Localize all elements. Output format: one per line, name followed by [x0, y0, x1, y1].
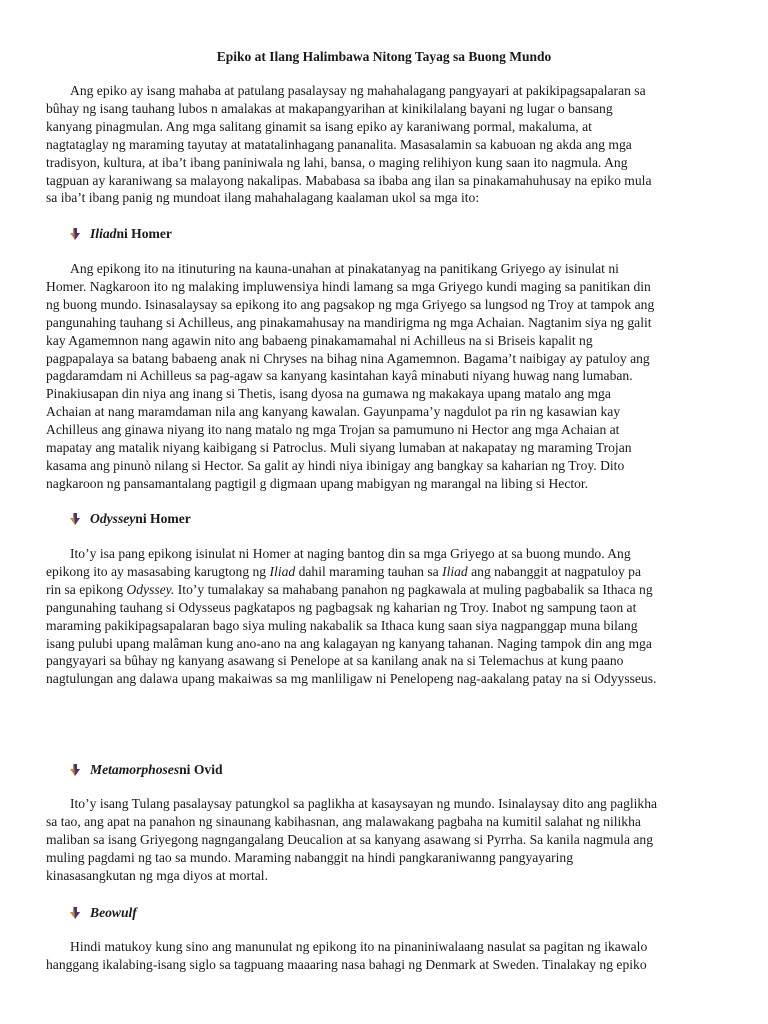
- heading-italic: Iliad: [90, 226, 117, 241]
- text-line: maliban sa isang Griyegong nagngangalang Deucalion at sa kanyang asawang si Pyrrha. Sa kanila nagmula ang: [46, 831, 654, 847]
- text-line: hanggang ikalabing-isang siglo sa tagpuang maaaring nasa bahagi ng Denmark at Sweden. Tinalakay ng epiko: [46, 956, 647, 972]
- text-line: kay Agamemnon nang agawin nito ang babaeng pinakamamahal ni Achilleus na si Briseis kapalit ng: [46, 332, 593, 348]
- text-run: epikong ito ay masasabing karugtong ng: [46, 563, 270, 579]
- italic-title: Odyssey.: [126, 581, 175, 597]
- text-line: tagpuan ay karaniwang sa malayong nakalipas. Mababasa sa ibaba ang ilan sa pinakamahuhusay na epiko mula: [46, 172, 652, 188]
- text-line: kanyang pinagmulan. Ang mga salitang ginamit sa isang epiko ay karaniwang pormal, makaluma, at: [46, 118, 592, 134]
- text-line: Ito’y isang Tulang pasalaysay patungkol sa paglikha at kasaysayan ng mundo. Isinalaysay dito ang paglikha: [70, 796, 658, 811]
- heading-rest: ni Homer: [116, 226, 172, 241]
- text-line: [46, 617, 722, 635]
- text-line: Ang epiko ay isang mahaba at patulang pasalaysay ng mahahalagang pangyayari at pakikipagsapalaran sa: [70, 83, 646, 98]
- arrow-bullet-icon: [70, 906, 80, 920]
- text-line: bûhay ng isang tauhang lubos n amalakas at makapangyarihan at kinikilalang bayani ng lugar o bansang: [46, 100, 613, 116]
- text-line: [46, 545, 722, 563]
- text-line: nagkaroon ng pansamantalang pagtigil g digmaan upang mabigyan ng marangal na libing si Hector.: [46, 475, 589, 491]
- text-line: [46, 670, 722, 688]
- text-run: dahil maraming tauhan sa: [295, 563, 443, 579]
- text-line: [46, 581, 722, 599]
- text-run: isang pulubi upang malâman kung ano-ano na ang kalagayan ng kanyang tahanan. Naging tampok din ang mga: [46, 635, 652, 651]
- text-line: muling pagdami ng tao sa mundo. Maraming nabanggit na hindi pangkaraniwanng pangyayaring: [46, 849, 574, 865]
- text-run: pangunahing tauhang si Odysseus pagkatapos ng pagbagsak ng kaharian ng Troy. Inabot ng sampung taon at: [46, 599, 637, 615]
- text-line: ng buong mundo. Isinasalaysay sa epikong ito ang pagsakop ng mga Griyego sa lungsod ng Troy at tampok ang: [46, 296, 655, 312]
- arrow-bullet-icon: [70, 227, 80, 241]
- section-heading-iliad: [70, 225, 172, 243]
- text-line: Hindi matukoy kung sino ang manunulat ng epikong ito na pinaniniwalaang nasulat sa pagitan ng ikawalo: [70, 939, 648, 954]
- heading-italic: Beowulf: [90, 905, 137, 920]
- italic-title: Iliad: [442, 563, 468, 579]
- text-run: rin sa epikong: [46, 581, 127, 597]
- text-line: sa tao, ang apat na panahon ng sinaunang kabihasnan, ang malawakang pagbaha na kumitil salahat ng nilikha: [46, 813, 641, 829]
- italic-title: Iliad: [269, 563, 296, 579]
- section-heading-odyssey: [70, 510, 191, 528]
- iliad-paragraph: [46, 260, 722, 493]
- metamorphoses-paragraph: [46, 795, 722, 885]
- text-line: kasama ang pinunò nilang si Hector. Sa galit ay hindi niya ibinigay ang bangkay sa kaharian ng Troy. Dito: [46, 457, 625, 473]
- text-line: nagtataglay ng maraming tayutay at matatalinhagang pananalita. Masasalamin sa kabuoan ng akda ang mga: [46, 136, 632, 152]
- text-line: [46, 563, 722, 581]
- text-line: [46, 652, 722, 670]
- text-line: sa iba’t ibang panig ng mundoat ilang mahahalagang kaalaman ukol sa mga ito:: [46, 190, 480, 206]
- heading-italic: Metamorphoses: [90, 762, 180, 777]
- intro-paragraph: [46, 82, 722, 207]
- text-line: pagdaramdam ni Achilleus sa pag-agaw sa kanyang kasintahan kayâ minabuti niyang huwag nang lumaban.: [46, 368, 633, 384]
- section-heading-beowulf: [70, 904, 137, 922]
- beowulf-paragraph: [46, 938, 722, 974]
- text-line: kinasasangkutan ng mga diyos at mortal.: [46, 867, 268, 883]
- text-run: Ito’y tumalakay sa mahabang panahon ng pagkawala at muling pagbabalik sa Ithaca ng: [174, 581, 653, 597]
- heading-rest: ni Homer: [135, 511, 191, 526]
- text-line: pangunahing tauhang si Achilleus, ang pinakamahusay na mandirigma ng mga Achaian. Nagtanim siya ng galit: [46, 314, 652, 330]
- text-line: Achaian at nang maramdaman nila ang kanyang kawalan. Gayunpama’y nagdulot pa rin ng kasawian kay: [46, 404, 621, 420]
- text-line: [46, 599, 722, 617]
- text-line: mapatay ang matalik niyang kaibigang si Patroclus. Muli siyang lumaban at nakapatay ng maraming Trojan: [46, 440, 632, 456]
- text-run: pangyayari sa bûhay ng kanyang asawang si Penelope at sa kanilang anak na si Telemachus at kung paano: [46, 653, 624, 669]
- text-line: Homer. Nagkaroon ito ng malaking impluwensiya hindi lamang sa mga Griyego kundi maging sa panitikan din: [46, 278, 651, 294]
- arrow-bullet-icon: [70, 763, 80, 777]
- arrow-bullet-icon: [70, 512, 80, 526]
- text-line: Achilleus ang ginawa niyang ito nang matalo ng mga Trojan sa pamumuno ni Hector ang mga Achaian at: [46, 422, 620, 438]
- text-line: Ang epikong ito na itinuturing na kauna-unahan at pinakatanyag na panitikang Griyego ay isinulat ni: [70, 261, 619, 276]
- text-run: nagtulungan ang dalawa upang makaiwas sa mg manliligaw ni Penelopeng nag-aakalang patay na si Odyysseus.: [46, 671, 657, 687]
- text-line: pagpapalaya sa batang babaeng anak ni Chryses na bihag nina Agamemnon. Bagama’t naibigay ay patuloy ang: [46, 350, 650, 366]
- text-run: Ito’y isa pang epikong isinulat ni Homer at naging bantog din sa mga Griyego at sa buong mundo. Ang: [70, 546, 631, 561]
- heading-rest: ni Ovid: [179, 762, 223, 777]
- section-heading-metamorphoses: [70, 761, 223, 779]
- text-line: [46, 635, 722, 653]
- document-title: Epiko at Ilang Halimbawa Nitong Tayag sa Buong Mundo: [216, 49, 552, 64]
- text-line: Pinakiusapan din niya ang inang si Thetis, isang dyosa na gumawa ng makakaya upang matalo ang mga: [46, 386, 611, 402]
- text-run: maraming pakikipagsapalaran bago siya muling nakabalik sa Ithaca kung saan siya nagpanggap muna bilang: [46, 617, 638, 633]
- text-line: tradisyon, kultura, at iba’t ibang paniniwala ng lahi, bansa, o maging relihiyon kung saan ito nagmula. Ang: [46, 154, 628, 170]
- text-run: ang nabanggit at nagpatuloy pa: [467, 563, 642, 579]
- heading-italic: Odyssey: [90, 511, 136, 526]
- odyssey-paragraph: [46, 545, 722, 688]
